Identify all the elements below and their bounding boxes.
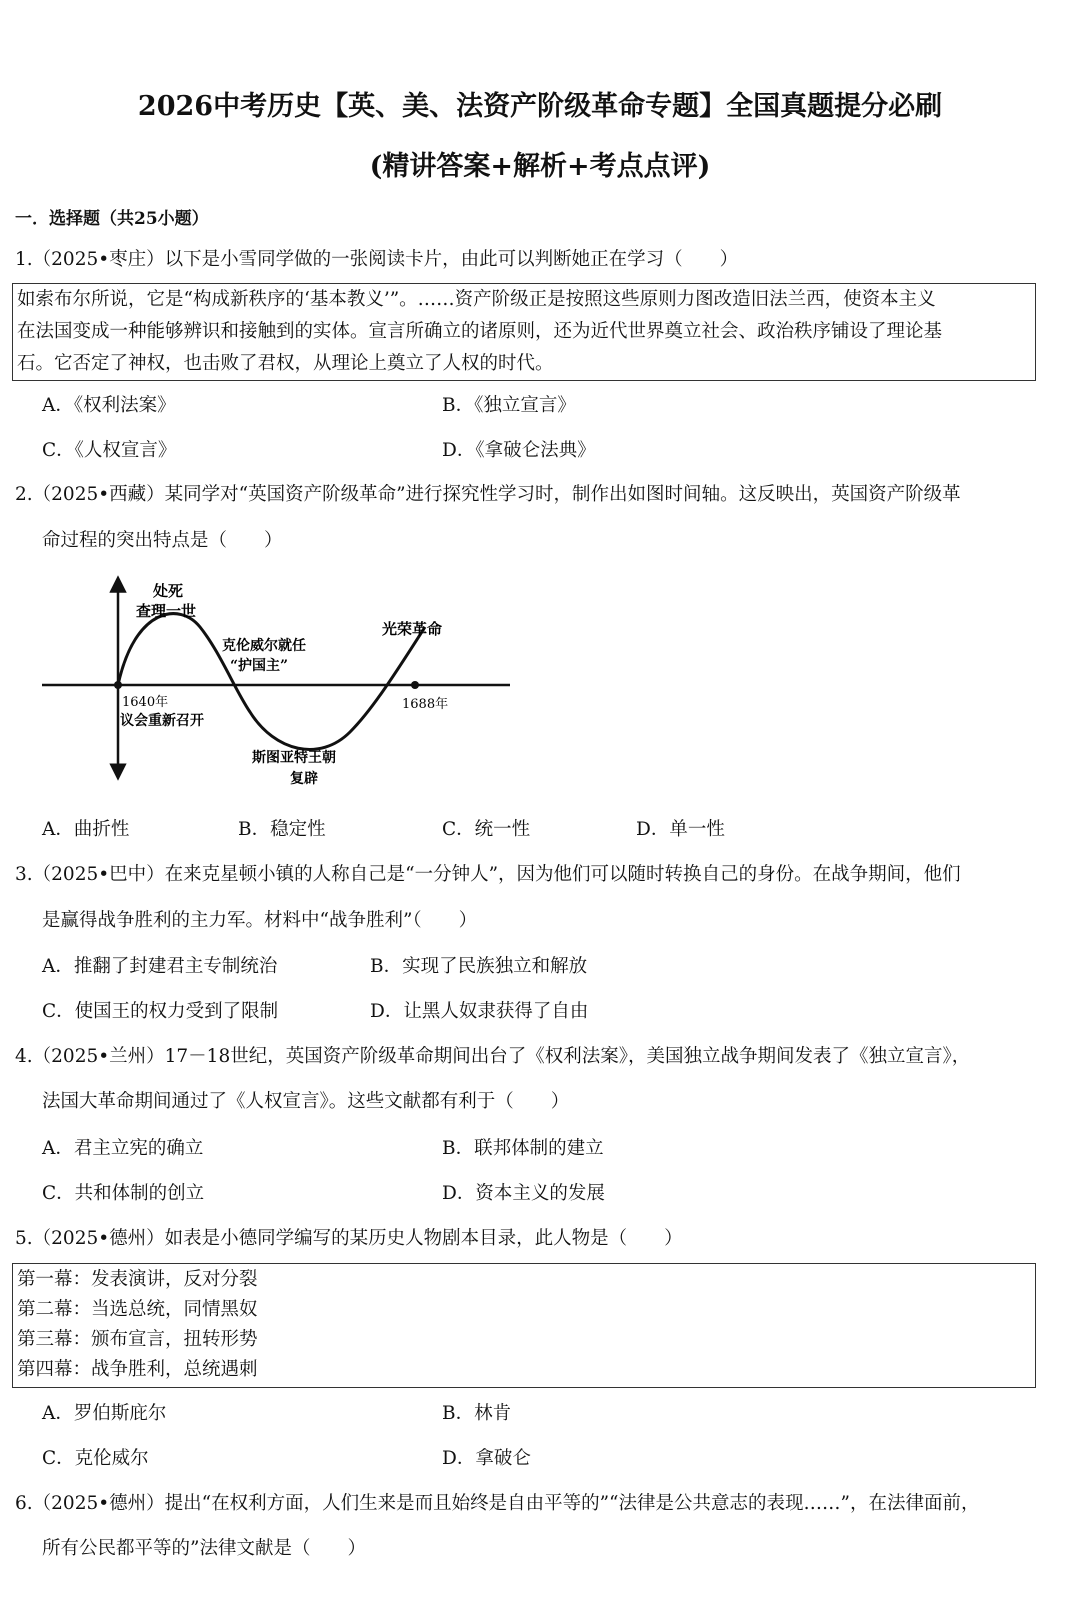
q4-option-a[interactable]: A．君主立宪的确立: [42, 1138, 204, 1159]
label-charles: 查理一世: [136, 602, 197, 620]
q5-option-d[interactable]: D．拿破仑: [442, 1448, 531, 1469]
card-line: 第一幕：发表演讲，反对分裂: [17, 1269, 258, 1290]
q2-option-a[interactable]: A．曲折性: [42, 819, 130, 840]
question-2-stem: 2.（2025•西藏）某同学对“英国资产阶级革命”进行探究性学习时，制作出如图时间轴。这反映出，英国资产阶级革: [15, 484, 961, 505]
card-line: 石。它否定了神权，也击败了君权，从理论上奠立了人权的时代。: [17, 353, 554, 374]
q1-option-a[interactable]: A．《权利法案》: [42, 395, 176, 416]
section-heading: 一．选择题（共25小题）: [15, 209, 209, 229]
card-line: 第二幕：当选总统，同情黑奴: [17, 1299, 258, 1320]
q5-option-a[interactable]: A．罗伯斯庇尔: [42, 1403, 167, 1424]
end-point: [411, 681, 419, 689]
timeline-figure: [30, 572, 520, 797]
label-1688: 1688年: [402, 697, 449, 712]
q3-option-c[interactable]: C．使国王的权力受到了限制: [42, 1001, 279, 1022]
question-3-stem-cont: 是赢得战争胜利的主力军。材料中“战争胜利”（ ）: [42, 910, 478, 931]
question-1-stem: 1.（2025•枣庄）以下是小雪同学做的一张阅读卡片，由此可以判断她正在学习（ ）: [15, 249, 739, 270]
page-title: 2026中考历史【英、美、法资产阶级革命专题】全国真题提分必刷: [137, 91, 943, 122]
q1-option-d[interactable]: D．《拿破仑法典》: [442, 440, 596, 461]
q1-option-b[interactable]: B．《独立宣言》: [442, 395, 576, 416]
q4-option-b[interactable]: B．联邦体制的建立: [442, 1138, 604, 1159]
question-2-stem-cont: 命过程的突出特点是（ ）: [42, 530, 283, 551]
q2-option-b[interactable]: B．稳定性: [238, 819, 326, 840]
question-4-stem-cont: 法国大革命期间通过了《人权宣言》。这些文献都有利于（ ）: [42, 1091, 570, 1112]
q1-option-c[interactable]: C．《人权宣言》: [42, 440, 177, 461]
label-stuart: 斯图亚特王朝: [252, 750, 336, 766]
q2-option-d[interactable]: D．单一性: [636, 819, 725, 840]
label-parliament: 议会重新召开: [120, 713, 204, 729]
start-point: [114, 681, 122, 689]
q5-option-b[interactable]: B．林肯: [442, 1403, 512, 1424]
q3-option-a[interactable]: A．推翻了封建君主专制统治: [42, 956, 278, 977]
label-cromwell: 克伦威尔就任: [222, 638, 306, 654]
question-1-card: [12, 283, 1036, 381]
card-line: 在法国变成一种能够辨识和接触到的实体。宣言所确立的诸原则，还为近代世界奠立社会、政治秩序铺设了理论基: [17, 321, 943, 342]
q4-option-c[interactable]: C．共和体制的创立: [42, 1183, 205, 1204]
q3-option-d[interactable]: D．让黑人奴隶获得了自由: [370, 1001, 589, 1022]
question-5-stem: 5.（2025•德州）如表是小德同学编写的某历史人物剧本目录，此人物是（ ）: [15, 1228, 683, 1249]
label-glorious: 光荣革命: [382, 620, 443, 638]
revolution-curve: [118, 614, 425, 750]
q4-option-d[interactable]: D．资本主义的发展: [442, 1183, 605, 1204]
label-execute: 处死: [153, 582, 184, 600]
card-line: 第三幕：颁布宣言，扭转形势: [17, 1329, 258, 1350]
question-6-stem: 6.（2025•德州）提出“在权利方面，人们生来是而且始终是自由平等的”“法律是公共意志的表现……”，在法律面前，: [15, 1493, 980, 1514]
q5-option-c[interactable]: C．克伦威尔: [42, 1448, 149, 1469]
q3-option-b[interactable]: B．实现了民族独立和解放: [370, 956, 588, 977]
label-restoration: 复辟: [290, 771, 318, 787]
label-1640: 1640年: [122, 695, 169, 710]
label-protector: “护国主”: [230, 658, 289, 674]
q2-option-c[interactable]: C．统一性: [442, 819, 531, 840]
question-3-stem: 3.（2025•巴中）在来克星顿小镇的人称自己是“一分钟人”，因为他们可以随时转换自己的身份。在战争期间，他们: [15, 864, 961, 885]
card-line: 如索布尔所说，它是“构成新秩序的‘基本教义’”。……资产阶级正是按照这些原则力图改造旧法兰西，使资本主义: [17, 289, 936, 310]
page-subtitle: (精讲答案+解析+考点点评): [369, 151, 711, 182]
question-5-card: [12, 1263, 1036, 1388]
question-4-stem: 4.（2025•兰州）17－18世纪，英国资产阶级革命期间出台了《权利法案》，美国独立战争期间发表了《独立宣言》，: [15, 1046, 971, 1067]
card-line: 第四幕：战争胜利，总统遇刺: [17, 1359, 258, 1380]
question-6-stem-cont: 所有公民都平等的”法律文献是（ ）: [42, 1538, 366, 1559]
